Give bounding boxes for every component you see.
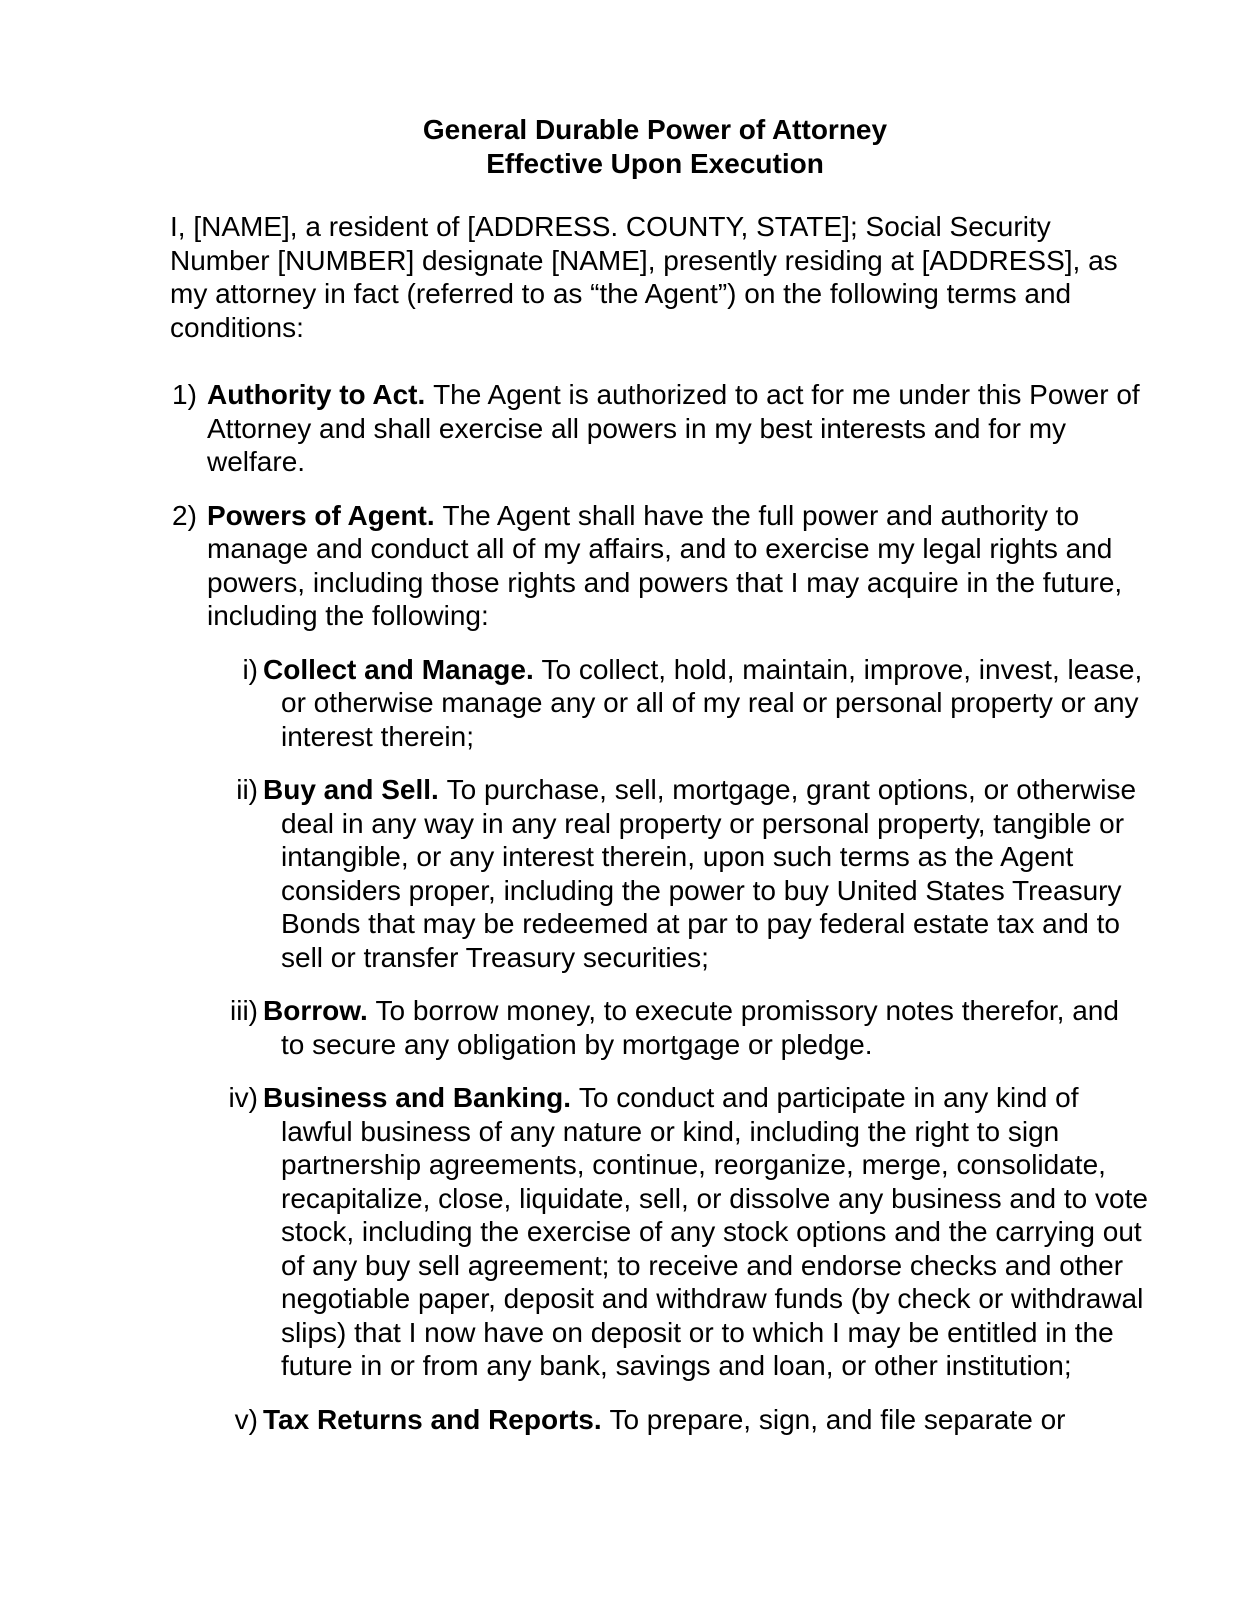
list-marker: i) [242, 653, 258, 685]
list-marker: v) [234, 1403, 258, 1435]
item-text: To collect, hold, maintain, improve, invest, lease, or otherwise manage any or all of my real or personal property or any interest therein; [281, 653, 1143, 752]
heading-separator: . [525, 653, 542, 685]
list-marker: 1) [172, 379, 197, 410]
item-heading: Collect and Manage [263, 653, 526, 685]
document-title [170, 113, 1140, 180]
sub-item-iv [228, 1081, 1150, 1383]
item-text: To borrow money, to execute promissory notes therefor, and to secure any obligation by mortgage or pledge. [281, 995, 1119, 1060]
numbered-item-1 [172, 378, 1140, 479]
sub-item-i [242, 653, 1150, 754]
item-heading: Buy and Sell [263, 774, 432, 805]
list-marker: ii) [236, 774, 258, 805]
heading-separator: . [359, 995, 376, 1026]
heading-separator: . [593, 1403, 610, 1435]
document-title-line-2: Effective Upon Execution [486, 147, 824, 179]
item-heading: Borrow [263, 995, 360, 1026]
list-marker: 2) [172, 499, 197, 531]
item-text: To prepare, sign, and file separate or [609, 1403, 1066, 1435]
item-text: The Agent is authorized to act for me under this Power of Attorney and shall exercise all powers in my best interests and for my welfare. [207, 379, 1140, 477]
heading-separator: . [417, 379, 434, 410]
heading-separator: . [426, 499, 443, 531]
sub-item-ii [236, 773, 1150, 974]
heading-separator: . [563, 1082, 579, 1113]
sub-item-iii [230, 994, 1150, 1061]
list-marker: iii) [230, 995, 258, 1026]
item-heading: Tax Returns and Reports [263, 1403, 594, 1435]
item-text: To conduct and participate in any kind of lawful business of any nature or kind, including the right to sign partnership agreements, continue, reorganize, merge, consolidate, recapitalize, close, liquidate, sell, or dissolve any business and to vote stock, including the exercise of any stock options and the carrying out of any buy sell agreement; to receive and endorse checks and other negotiable paper, deposit and withdraw funds (by check or withdrawal slips) that I now have on deposit or to which I may be entitled in the future in or from any bank, savings and loan, or other institution; [281, 1082, 1148, 1381]
heading-separator: . [431, 774, 447, 805]
item-heading: Business and Banking [263, 1082, 564, 1113]
list-marker: iv) [228, 1082, 258, 1113]
item-heading: Powers of Agent [207, 499, 427, 531]
item-text: The Agent shall have the full power and authority to manage and conduct all of my affairs, and to exercise my legal rights and powers, including those rights and powers that I may acquire in the future, including the following: [207, 499, 1123, 631]
opening-paragraph: I, [NAME], a resident of [ADDRESS. COUNTY, STATE]; Social Security Number [NUMBER] designate [NAME], presently residing at [ADDRESS], as my attorney in fact (referred to as “the Agent”) on the following terms and conditions: [170, 211, 1118, 343]
document-title-line-1: General Durable Power of Attorney [422, 114, 888, 145]
item-text: To purchase, sell, mortgage, grant options, or otherwise deal in any way in any real property or personal property, tangible or intangible, or any interest therein, upon such terms as the Agent considers proper, including the power to buy United States Treasury Bonds that may be redeemed at par to pay federal estate tax and to sell or transfer Treasury securities; [281, 774, 1137, 973]
sub-item-v [234, 1403, 1150, 1437]
numbered-item-2 [172, 499, 1140, 633]
item-heading: Authority to Act [207, 379, 418, 410]
